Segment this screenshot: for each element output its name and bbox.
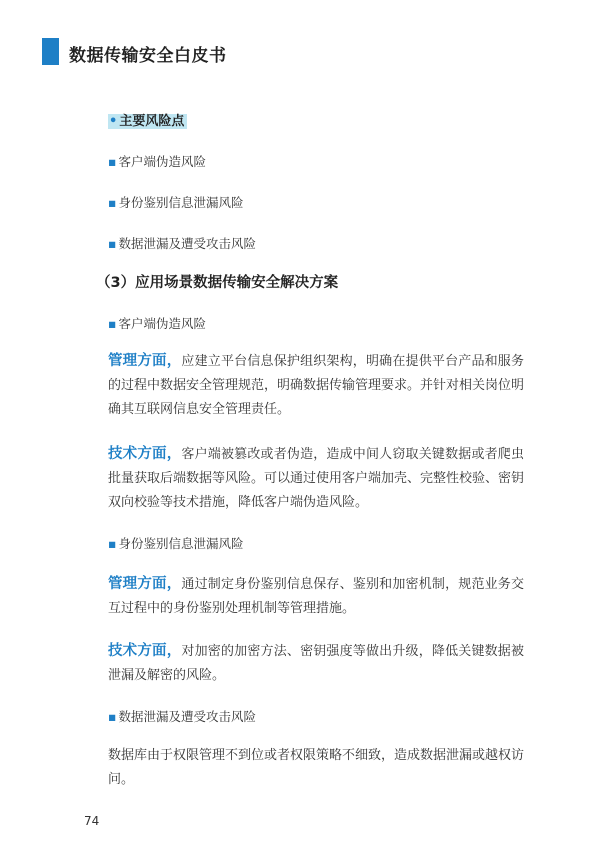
page-number: 74 [84,814,100,828]
paragraph-text: 对加密的加密方法、密钥强度等做出升级，降低关键数据被泄漏及解密的风险。 [108,644,524,683]
subsection-label: 身份鉴别信息泄漏风险 [118,536,244,551]
paragraph [108,442,524,515]
bullet-dot: • [109,114,118,129]
list-item [108,191,524,215]
paragraph-text: 客户端被篡改或者伪造，造成中间人窃取关键数据或者爬虫批量获取后端数据等风险。可以通过使用客户端加壳、完整性校验、密钥双向校验等技术措施，降低客户端伪造风险。 [108,447,525,510]
list-item [108,150,524,174]
list-item-label: 数据泄漏及遭受攻击风险 [118,236,256,251]
subsection-heading [108,705,524,729]
paragraph-text: 应建立平台信息保护组织架构，明确在提供平台产品和服务的过程中数据安全管理规范，明确数据传输管理要求。并针对相关岗位明确其互联网信息安全管理责任。 [108,354,525,417]
list-item-label: 身份鉴别信息泄漏风险 [118,195,244,210]
subsection-heading [108,312,524,336]
bullet-dot: ▪ [108,236,117,251]
bullet-dot: ▪ [108,316,117,331]
main-risk-heading [108,109,524,134]
paragraph-lead: 管理方面， [108,576,182,592]
paragraph-text: 通过制定身份鉴别信息保存、鉴别和加密机制，规范业务交互过程中的身份鉴别处理机制等管理措施。 [108,577,524,616]
subsection-label: 数据泄漏及遭受攻击风险 [118,709,256,724]
main-risk-label: 主要风险点 [119,114,185,129]
paragraph-lead: 管理方面， [108,353,182,369]
paragraph-text: 数据库由于权限管理不到位或者权限策略不细致，造成数据泄漏或越权访问。 [108,748,525,787]
highlighted-heading [108,114,187,129]
paragraph [108,744,524,792]
list-item [108,232,524,256]
paragraph [108,639,524,688]
bullet-dot: ▪ [108,709,117,724]
section-title: （3）应用场景数据传输安全解决方案 [96,275,339,291]
bullet-dot: ▪ [108,154,117,169]
page-header-title: 数据传输安全白皮书 [69,46,227,66]
bullet-dot: ▪ [108,536,117,551]
paragraph [108,349,524,422]
bullet-dot: ▪ [108,195,117,210]
paragraph-lead: 技术方面， [108,643,182,659]
subsection-heading [108,532,524,556]
list-item-label: 客户端伪造风险 [118,154,206,169]
subsection-label: 客户端伪造风险 [118,316,206,331]
header-accent-bar [42,38,59,65]
paragraph-lead: 技术方面， [108,446,182,462]
paragraph [108,572,524,621]
